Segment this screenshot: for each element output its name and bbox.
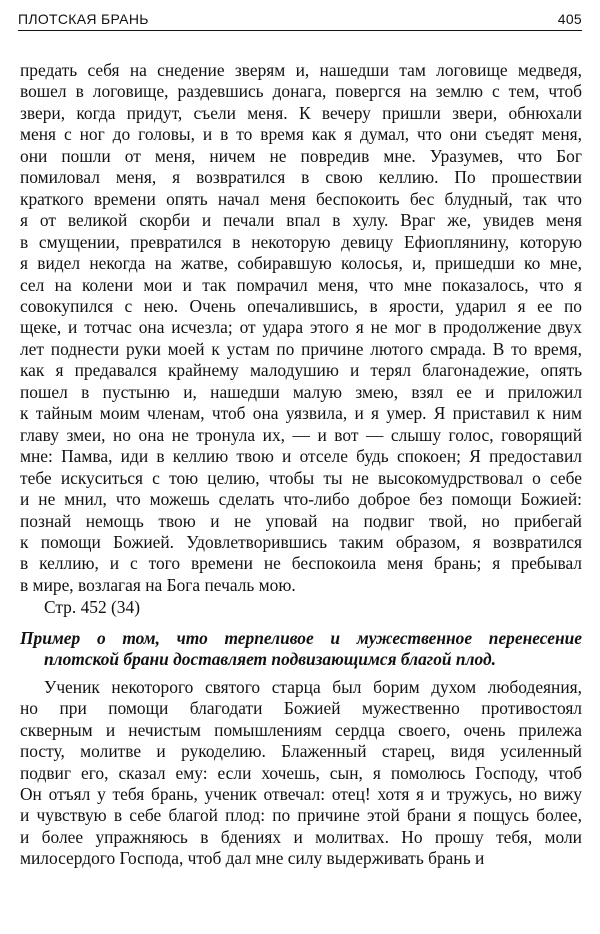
chapter-title: ПЛОТСКАЯ БРАНЬ [18,11,149,27]
text-line: щеке, и тотчас она исчезла; от удара этого я не мог в продолжение двух [20,317,582,338]
text-line: сел на колени мои и так помрачил меня, что мне показалось, что я [20,274,582,295]
text-line: в мире, возлагая на Бога печаль мою. [20,574,296,595]
text-line: милосердого Господа, чтоб дал мне силу выдерживать брань и [20,848,485,869]
text-line: и чувствую в себе благой плод: по причине этой брани я пощусь более, [20,805,582,826]
text-line: в келлию, и с того времени не беспокоила меня брань; я пребывал [20,553,582,574]
text-line: совокупился с нею. Очень опечалившись, в ярости, ударил я ее по [20,295,582,316]
running-header [18,6,582,31]
page-body [20,60,582,870]
text-line: мне: Памва, иди в келлию твою и отселе будь спокоен; Я предоставил [20,446,582,467]
text-line: меня с ног до головы, и в то время как я думал, что они съедят меня, [20,124,582,145]
text-line: я видел некогда на жатве, собиравшую колосья, и, пришедши ко мне, [20,253,582,274]
text-line: предать себя на снедение зверям и, нашедши там логовище медведя, [20,60,582,80]
page-number: 405 [557,11,582,27]
text-line: краткого времени опять начал меня беспокоить бес блудный, так что [20,188,582,209]
text-line: пошел в пустыню и, нашедши малую змею, взял ее и приложил [20,381,582,402]
paragraph-continued [20,60,582,596]
paragraph-second [20,677,582,870]
text-line: в смущении, превратился в некоторую девицу Ефиоплянину, которую [20,231,582,252]
text-line: как я предавался крайнему малодушию и терял благонадежие, опять [20,360,582,381]
text-line: и не мнил, что можешь сделать что-либо доброе без помощи Божией: [20,489,582,510]
text-line: тебе искуситься с тою целию, чтобы ты не высокомудрствовал о себе [20,467,582,488]
text-line: но при помощи благодати Божией мужественно противостоял [20,698,582,719]
text-line: вошел в логовище, раздевшись донага, повергся на землю с тем, чтоб [20,81,582,102]
text-line: Пример о том, что терпеливое и мужественное перенесение [20,627,582,648]
text-line: звери, когда придут, съели меня. К вечеру пришли звери, обнюхали [20,102,582,123]
text-line: познай немощь твою и не уповай на подвиг твой, но прибегай [20,510,582,531]
text-line: посту, молитве и рукоделию. Блаженный старец, видя усиленный [20,741,582,762]
section-heading [20,628,582,671]
text-line: они пошли от меня, ничем не повредив мне. Уразумев, что Бог [20,145,582,166]
text-line: главу змеи, но она не тронула их, — и вот — слышу голос, говорящий [20,424,582,445]
text-line: подвиг его, сказал ему: если хочешь, сын, я помолюсь Господу, чтоб [20,762,582,783]
text-line: Он отъял у тебя брань, ученик отвечал: отец! хотя я и тружусь, но вижу [20,783,582,804]
text-line: помиловал меня, я возвратился в свою келлию. По прошествии [20,167,582,188]
text-line: я от великой скорби и печали впал в хулу. Враг же, увидев меня [20,210,582,231]
text-line: скверным и нечистым помышлениям сердца своего, очень прилежа [20,719,582,740]
text-line: к помощи Божией. Удовлетворившись таким образом, я возвратился [20,531,582,552]
text-line: к тайным моим членам, чтоб она уязвила, и я умер. Я приставил к ним [20,403,582,424]
source-reference: Стр. 452 (34) [44,597,140,618]
text-line: плотской брани доставляет подвизающимся благой плод. [44,649,496,670]
text-line: лет поднести руки моей к устам по причине лютого смрада. В то время, [20,338,582,359]
text-line: и более упражняюсь в бдениях и молитвах. Но прошу тебя, моли [20,826,582,847]
text-line: Ученик некоторого святого старца был борим духом любодеяния, [44,676,582,697]
